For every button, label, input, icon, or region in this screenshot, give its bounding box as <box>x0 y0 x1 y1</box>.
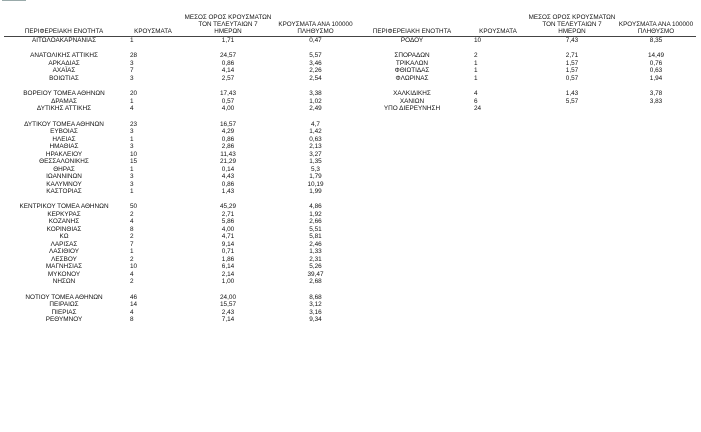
left-table-column <box>4 14 357 324</box>
cases-cell: 6 <box>474 97 478 105</box>
spacer-cell <box>4 286 357 294</box>
region-cell: ΗΡΑΚΛΕΙΟΥ <box>45 150 83 158</box>
per-100k-cell: 2,13 <box>309 143 322 150</box>
region-cell: ΛΑΡΙΣΑΣ <box>50 240 78 248</box>
avg-7-days-cell: 4,00 <box>221 225 235 233</box>
region-cell: ΚΟΖΑΝΗΣ <box>48 218 80 226</box>
right-cases-table <box>356 14 696 113</box>
cases-cell: 46 <box>130 293 138 301</box>
avg-7-days-cell: 4,29 <box>221 128 235 135</box>
avg-7-days-cell: 7,14 <box>221 316 235 324</box>
table-row <box>356 90 696 98</box>
per-100k-cell: 1,79 <box>309 173 322 180</box>
group-spacer <box>356 82 696 90</box>
group-spacer <box>4 45 357 53</box>
region-cell: ΒΟΡΕΙΟΥ ΤΟΜΕΑ ΑΘΗΝΩΝ <box>23 90 105 98</box>
cases-cell: 2 <box>130 278 134 286</box>
cases-cell: 1 <box>130 188 134 195</box>
avg-7-days-cell: 45,29 <box>220 203 236 211</box>
avg-7-days-cell: 0,86 <box>221 135 235 143</box>
region-cell: ΗΛΕΙΑΣ <box>52 135 76 143</box>
avg-7-days-cell: 5,57 <box>565 97 579 105</box>
cases-cell: 3 <box>130 74 134 82</box>
table-row <box>4 67 357 75</box>
header-per100k-line2: ΠΛΗΘΥΣΜΟ <box>297 28 334 36</box>
cases-cell: 20 <box>130 90 138 98</box>
per-100k-cell: 5,57 <box>309 52 322 60</box>
cases-cell: 3 <box>130 128 134 135</box>
left-cases-table <box>4 14 357 324</box>
avg-7-days-cell: 4,00 <box>221 105 235 113</box>
per-100k-cell: 8,35 <box>649 37 663 45</box>
per-100k-cell: 5,3 <box>311 165 320 173</box>
cases-cell: 1 <box>474 59 478 67</box>
region-cell: ΚΟΡΙΝΘΙΑΣ <box>46 225 82 233</box>
per-100k-cell: 3,27 <box>309 150 322 158</box>
right-table-column <box>356 14 696 113</box>
avg-7-days-cell: 2,86 <box>221 143 235 150</box>
spacer-cell <box>4 113 357 121</box>
avg-7-days-cell: 15,57 <box>220 301 236 309</box>
cases-cell: 7 <box>130 240 134 248</box>
per-100k-cell: 2,66 <box>309 218 322 226</box>
header-per100k-line2: ΠΛΗΘΥΣΜΟ <box>637 28 675 36</box>
table-row <box>356 52 696 60</box>
cases-cell: 14 <box>130 301 138 309</box>
cases-cell: 1 <box>130 135 134 143</box>
table-row <box>4 151 357 159</box>
avg-7-days-cell: 16,57 <box>220 120 236 128</box>
table-row <box>4 181 357 189</box>
region-cell: ΡΟΔΟΥ <box>400 37 424 45</box>
table-row <box>356 105 696 113</box>
group-spacer <box>356 45 696 53</box>
cases-cell: 4 <box>130 270 134 278</box>
per-100k-cell: 1,35 <box>309 158 322 165</box>
table-row <box>4 233 357 241</box>
per-100k-cell: 4,86 <box>309 203 322 211</box>
avg-7-days-cell: 1,43 <box>221 188 235 195</box>
spacer-cell <box>4 45 357 53</box>
avg-7-days-cell: 4,71 <box>221 233 235 241</box>
cases-cell: 10 <box>130 263 138 271</box>
table-row <box>4 278 357 286</box>
group-spacer <box>4 82 357 90</box>
per-100k-cell: 1,94 <box>649 74 663 82</box>
avg-7-days-cell: 1,00 <box>221 278 235 286</box>
region-cell: ΤΡΙΚΑΛΩΝ <box>395 59 429 67</box>
cases-cell: 28 <box>130 52 138 60</box>
cases-cell: 10 <box>474 37 482 45</box>
avg-7-days-cell <box>528 105 616 113</box>
spacer-cell <box>356 82 696 90</box>
per-100k-cell: 2,31 <box>309 255 322 263</box>
per-100k-cell: 1,99 <box>309 188 322 195</box>
table-row <box>356 37 696 45</box>
table-row <box>4 211 357 219</box>
region-cell: ΜΑΓΝΗΣΙΑΣ <box>45 263 83 271</box>
cases-cell: 3 <box>130 59 134 67</box>
per-100k-cell: 9,34 <box>309 316 322 324</box>
per-100k-cell: 8,68 <box>309 293 322 301</box>
spacer-cell <box>356 45 696 53</box>
per-100k-cell: 3,16 <box>309 308 322 316</box>
region-cell: ΗΜΑΘΙΑΣ <box>49 143 79 150</box>
per-100k-cell: 0,47 <box>309 37 322 45</box>
header-avg-line3: ΗΜΕΡΩΝ <box>558 28 586 36</box>
avg-7-days-cell: 1,57 <box>565 59 579 67</box>
cases-cell: 8 <box>130 225 134 233</box>
table-row <box>356 75 696 83</box>
region-cell: ΦΛΩΡΙΝΑΣ <box>395 74 429 82</box>
region-cell: ΝΗΣΩΝ <box>52 278 76 286</box>
avg-7-days-cell: 1,57 <box>565 67 579 75</box>
group-spacer <box>4 286 357 294</box>
table-row <box>356 98 696 106</box>
avg-7-days-cell: 4,43 <box>221 173 235 180</box>
region-cell: ΡΕΘΥΜΝΟΥ <box>45 316 83 324</box>
avg-7-days-cell: 7,43 <box>565 37 579 45</box>
cases-cell: 7 <box>130 67 134 75</box>
per-100k-cell: 4,7 <box>311 120 320 128</box>
region-cell: ΑΙΤΩΛΟΑΚΑΡΝΑΝΙΑΣ <box>31 37 97 45</box>
avg-7-days-cell: 2,71 <box>565 52 579 60</box>
region-cell: ΑΡΚΑΔΙΑΣ <box>48 59 80 67</box>
table-row <box>356 60 696 68</box>
header-cases: ΚΡΟΥΣΜΑΤΑ <box>468 14 528 37</box>
per-100k-cell: 0,63 <box>309 135 322 143</box>
per-100k-cell: 3,78 <box>649 90 663 98</box>
avg-7-days-cell: 0,86 <box>221 59 235 67</box>
header-avg-line2: ΤΟΝ ΤΕΛΕΥΤΑΙΩΝ 7 <box>542 21 602 29</box>
cases-cell: 50 <box>130 203 138 211</box>
per-100k-cell: 39,47 <box>307 270 324 278</box>
avg-7-days-cell: 6,14 <box>221 263 235 271</box>
table-row <box>4 90 357 98</box>
region-cell: ΑΝΑΤΟΛΙΚΗΣ ΑΤΤΙΚΗΣ <box>30 52 98 60</box>
table-row <box>4 188 357 196</box>
region-cell: ΚΑΣΤΟΡΙΑΣ <box>46 188 82 195</box>
region-cell: ΒΟΙΩΤΙΑΣ <box>49 74 79 82</box>
avg-7-days-cell: 0,57 <box>221 97 235 105</box>
region-cell: ΔΥΤΙΚΗΣ ΑΤΤΙΚΗΣ <box>36 105 92 113</box>
table-row <box>4 294 357 302</box>
table-row <box>4 98 357 106</box>
cases-cell: 4 <box>474 90 478 98</box>
group-spacer <box>4 113 357 121</box>
header-region: ΠΕΡΙΦΕΡΕΙΑΚΗ ΕΝΟΤΗΤΑ <box>356 14 468 37</box>
cases-cell: 10 <box>130 150 138 158</box>
region-cell: ΥΠΟ ΔΙΕΡΕΥΝΗΣΗ <box>383 105 441 113</box>
table-row <box>4 316 357 324</box>
avg-7-days-cell: 4,14 <box>221 67 235 75</box>
cases-cell: 15 <box>130 158 138 165</box>
table-row <box>4 271 357 279</box>
group-spacer <box>4 196 357 204</box>
cases-cell: 3 <box>130 143 134 150</box>
spacer-cell <box>4 196 357 204</box>
table-row <box>4 248 357 256</box>
region-cell: ΕΥΒΟΙΑΣ <box>50 128 78 135</box>
right-table-header <box>356 14 696 37</box>
per-100k-cell: 3,12 <box>309 301 322 309</box>
region-cell: ΛΑΣΙΘΙΟΥ <box>48 248 80 256</box>
region-cell: ΠΕΙΡΑΙΩΣ <box>49 301 79 309</box>
spacer-cell <box>4 82 357 90</box>
cases-cell: 8 <box>130 316 134 324</box>
table-row <box>4 256 357 264</box>
per-100k-cell: 1,02 <box>309 97 322 105</box>
avg-7-days-cell: 24,00 <box>220 293 236 301</box>
per-100k-cell: 2,26 <box>309 67 322 75</box>
per-100k-cell: 3,83 <box>649 97 663 105</box>
table-row <box>4 136 357 144</box>
avg-7-days-cell: 0,14 <box>221 165 235 173</box>
table-row <box>4 218 357 226</box>
region-cell: ΑΧΑΪΑΣ <box>52 67 76 75</box>
right-table-body <box>356 37 696 113</box>
avg-7-days-cell: 9,14 <box>221 240 235 248</box>
region-cell: ΘΗΡΑΣ <box>53 165 75 173</box>
table-row <box>4 203 357 211</box>
cases-cell: 2 <box>130 233 134 241</box>
region-cell: ΔΥΤΙΚΟΥ ΤΟΜΕΑ ΑΘΗΝΩΝ <box>24 120 104 128</box>
per-100k-cell: 1,42 <box>309 128 322 135</box>
cases-cell: 23 <box>130 120 138 128</box>
region-cell: ΛΕΣΒΟΥ <box>51 255 77 263</box>
cases-cell: 2 <box>474 52 478 60</box>
avg-7-days-cell: 5,86 <box>221 218 235 226</box>
region-cell: ΧΑΛΚΙΔΙΚΗΣ <box>393 90 431 98</box>
cases-cell: 4 <box>130 308 134 316</box>
region-cell: ΜΥΚΟΝΟΥ <box>47 270 81 278</box>
per-100k-cell: 2,49 <box>309 105 322 113</box>
header-avg-line1: ΜΕΣΟΣ ΟΡΟΣ ΚΡΟΥΣΜΑΤΩΝ <box>184 14 272 21</box>
region-cell: ΚΕΝΤΡΙΚΟΥ ΤΟΜΕΑ ΑΘΗΝΩΝ <box>19 203 109 211</box>
header-avg-7-days <box>182 14 274 37</box>
header-avg-7-days <box>528 14 616 37</box>
per-100k-cell: 10,19 <box>307 180 324 188</box>
per-100k-cell: 3,46 <box>309 59 322 67</box>
header-avg-line1: ΜΕΣΟΣ ΟΡΟΣ ΚΡΟΥΣΜΑΤΩΝ <box>528 14 616 21</box>
avg-7-days-cell: 1,71 <box>221 37 235 45</box>
avg-7-days-cell: 17,43 <box>220 90 236 98</box>
region-cell: ΠΙΕΡΙΑΣ <box>51 308 77 316</box>
cases-cell: 1 <box>130 97 134 105</box>
header-per100k-line1: ΚΡΟΥΣΜΑΤΑ ΑΝΑ 100000 <box>278 21 353 29</box>
table-row <box>4 263 357 271</box>
page-edge-mark <box>2 0 26 1</box>
per-100k-cell: 2,46 <box>309 240 322 248</box>
table-row <box>356 67 696 75</box>
table-row <box>4 75 357 83</box>
cases-cell: 4 <box>130 105 134 113</box>
cases-cell: 4 <box>130 218 134 226</box>
avg-7-days-cell: 24,57 <box>220 52 236 60</box>
table-row <box>4 301 357 309</box>
avg-7-days-cell: 0,57 <box>565 74 579 82</box>
header-per-100k <box>274 14 357 37</box>
header-avg-line3: ΗΜΕΡΩΝ <box>214 28 242 36</box>
avg-7-days-cell: 1,86 <box>221 255 235 263</box>
avg-7-days-cell: 2,71 <box>221 210 235 218</box>
per-100k-cell <box>616 105 696 113</box>
per-100k-cell: 5,81 <box>309 233 322 241</box>
avg-7-days-cell: 2,43 <box>221 308 235 316</box>
avg-7-days-cell: 11,43 <box>220 150 236 158</box>
per-100k-cell: 3,38 <box>309 90 322 98</box>
per-100k-cell: 2,68 <box>309 278 322 286</box>
avg-7-days-cell: 1,43 <box>565 90 579 98</box>
per-100k-cell: 2,54 <box>309 74 322 82</box>
cases-cell: 1 <box>474 67 478 75</box>
table-row <box>4 52 357 60</box>
left-table-body <box>4 37 357 324</box>
cases-cell: 1 <box>130 165 134 173</box>
table-row <box>4 309 357 317</box>
table-row <box>4 105 357 113</box>
region-cell: ΚΑΛΥΜΝΟΥ <box>46 180 82 188</box>
cases-cell: 2 <box>130 210 134 218</box>
left-table-header <box>4 14 357 37</box>
cases-cell: 1 <box>474 74 478 82</box>
table-row <box>4 226 357 234</box>
per-100k-cell: 0,76 <box>649 59 663 67</box>
region-cell: ΣΠΟΡΑΔΩΝ <box>394 52 430 60</box>
region-cell: ΦΘΙΩΤΙΔΑΣ <box>394 67 430 75</box>
avg-7-days-cell: 0,86 <box>221 180 235 188</box>
table-row <box>4 158 357 166</box>
per-100k-cell: 1,33 <box>309 248 322 256</box>
header-cases: ΚΡΟΥΣΜΑΤΑ <box>124 14 182 37</box>
header-per-100k <box>616 14 696 37</box>
table-row <box>4 241 357 249</box>
cases-cell: 1 <box>130 248 134 256</box>
avg-7-days-cell: 0,71 <box>221 248 235 256</box>
cases-cell: 3 <box>130 180 134 188</box>
header-region: ΠΕΡΙΦΕΡΕΙΑΚΗ ΕΝΟΤΗΤΑ <box>4 14 124 37</box>
cases-cell: 1 <box>130 37 134 45</box>
table-row <box>4 121 357 129</box>
per-100k-cell: 14,49 <box>648 52 664 60</box>
region-cell: ΚΩ <box>59 233 69 241</box>
region-cell: ΧΑΝΙΩΝ <box>399 97 425 105</box>
table-row <box>4 166 357 174</box>
avg-7-days-cell: 21,29 <box>220 158 236 165</box>
avg-7-days-cell: 2,14 <box>221 270 235 278</box>
region-cell: ΝΟΤΙΟΥ ΤΟΜΕΑ ΑΘΗΝΩΝ <box>25 293 103 301</box>
table-row <box>4 173 357 181</box>
region-cell: ΚΕΡΚΥΡΑΣ <box>47 210 81 218</box>
cases-cell: 24 <box>474 105 482 113</box>
region-cell: ΔΡΑΜΑΣ <box>51 97 77 105</box>
region-cell: ΙΩΑΝΝΙΝΩΝ <box>46 173 82 180</box>
header-per100k-line1: ΚΡΟΥΣΜΑΤΑ ΑΝΑ 100000 <box>618 21 694 29</box>
table-row <box>4 143 357 151</box>
per-100k-cell: 5,51 <box>309 225 322 233</box>
per-100k-cell: 5,26 <box>309 263 322 271</box>
cases-cell: 3 <box>130 173 134 180</box>
table-row <box>4 37 357 45</box>
per-100k-cell: 0,63 <box>649 67 663 75</box>
avg-7-days-cell: 2,57 <box>221 74 235 82</box>
per-100k-cell: 1,92 <box>309 210 322 218</box>
region-cell: ΘΕΣΣΑΛΟΝΙΚΗΣ <box>39 158 89 165</box>
table-row <box>4 128 357 136</box>
header-avg-line2: ΤΟΝ ΤΕΛΕΥΤΑΙΩΝ 7 <box>198 21 258 29</box>
cases-cell: 2 <box>130 255 134 263</box>
